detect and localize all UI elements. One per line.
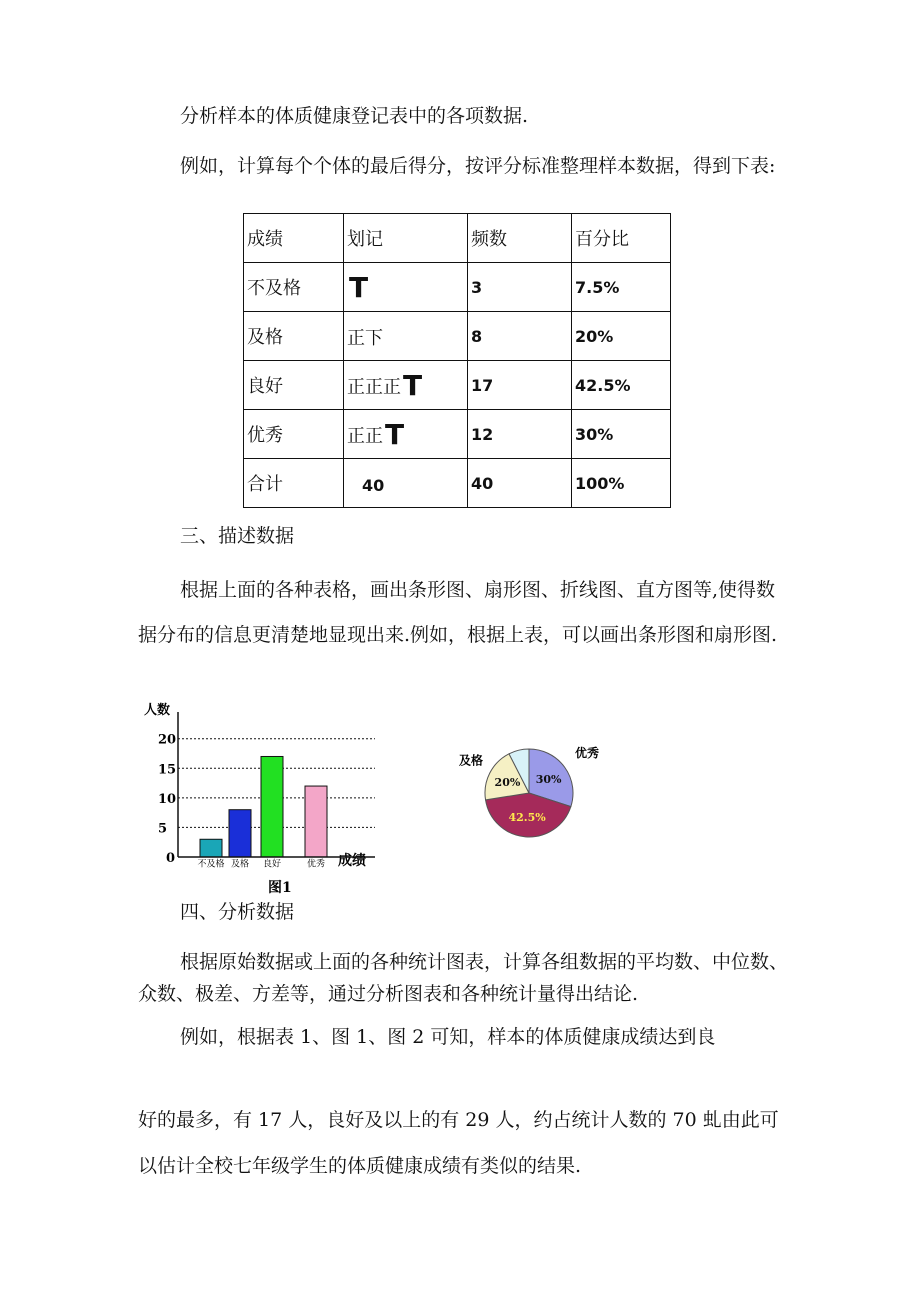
paragraph-2: 例如，计算每个个体的最后得分，按评分标准整理样本数据，得到下表: [180, 155, 776, 177]
pie-value-label: 30% [535, 772, 562, 786]
x-axis-label: 成绩 [338, 853, 366, 869]
table-header-cell: 划记 [344, 214, 468, 263]
percent-cell: 42.5% [572, 361, 671, 410]
frequency-table [243, 213, 671, 508]
tally-cell: 40 [344, 459, 468, 508]
bar-1 [200, 839, 222, 857]
table-header-cell: 频数 [468, 214, 572, 263]
frequency-cell: 40 [468, 459, 572, 508]
y-tick-label: 15 [158, 762, 177, 778]
table-row [244, 361, 671, 410]
chart-title: 图1 [268, 880, 292, 896]
paragraph-4: 根据原始数据或上面的各种统计图表，计算各组数据的平均数、中位数、众数、极差、方差等，通过分析图表和各种统计量得出结论. [138, 951, 789, 1005]
x-tick-label: 不及格 [197, 859, 225, 870]
paragraph-6: 好的最多，有 17 人，良好及以上的有 29 人，约占统计人数的 70 虬由此可以估计全校七年级学生的体质健康成绩有类似的结果. [138, 1109, 779, 1177]
frequency-cell: 12 [468, 410, 572, 459]
y-tick-label: 0 [166, 851, 176, 866]
pie-chart [455, 738, 605, 838]
bar-chart [140, 698, 390, 898]
table-row [244, 410, 671, 459]
tally-cell: T [344, 263, 468, 312]
y-tick-label: 20 [158, 732, 177, 748]
table-header-cell: 百分比 [572, 214, 671, 263]
tally-cell: 正正正T [344, 361, 468, 410]
paragraph-3: 根据上面的各种表格，画出条形图、扇形图、折线图、直方图等,使得数据分布的信息更清楚地显现出来.例如，根据上表，可以画出条形图和扇形图. [138, 579, 778, 646]
table-row [244, 263, 671, 312]
table-header-row [244, 214, 671, 263]
section-heading-3: 三、描述数据 [180, 525, 295, 547]
paragraph-5: 例如，根据表 1、图 1、图 2 可知，样本的体质健康成绩达到良 [180, 1026, 716, 1048]
pie-category-label: 优秀 [575, 745, 600, 760]
percent-cell: 20% [572, 312, 671, 361]
pie-value-label: 20% [494, 776, 521, 790]
table-row-total [244, 459, 671, 508]
frequency-cell: 8 [468, 312, 572, 361]
y-tick-label: 5 [158, 821, 168, 837]
table-header-cell: 成绩 [244, 214, 344, 263]
pie-category-label: 及格 [458, 753, 483, 768]
frequency-cell: 3 [468, 263, 572, 312]
bar-2 [229, 810, 251, 857]
x-tick-label: 良好 [262, 859, 282, 870]
grade-cell: 良好 [244, 361, 344, 410]
grade-cell: 合计 [244, 459, 344, 508]
grade-cell: 及格 [244, 312, 344, 361]
table-row [244, 312, 671, 361]
x-tick-label: 优秀 [306, 859, 326, 870]
bar-3 [261, 756, 283, 857]
grade-cell: 优秀 [244, 410, 344, 459]
percent-cell: 100% [572, 459, 671, 508]
y-axis-label: 人数 [144, 703, 171, 718]
section-heading-4: 四、分析数据 [180, 901, 295, 923]
percent-cell: 30% [572, 410, 671, 459]
pie-value-label: 42.5% [508, 811, 546, 825]
x-tick-label: 及格 [230, 859, 250, 870]
tally-cell: 正正T [344, 410, 468, 459]
bar-4 [305, 786, 327, 857]
paragraph-1: 分析样本的体质健康登记表中的各项数据. [180, 105, 529, 127]
tally-cell: 正下 [344, 312, 468, 361]
y-tick-label: 10 [158, 791, 177, 807]
frequency-cell: 17 [468, 361, 572, 410]
grade-cell: 不及格 [244, 263, 344, 312]
percent-cell: 7.5% [572, 263, 671, 312]
